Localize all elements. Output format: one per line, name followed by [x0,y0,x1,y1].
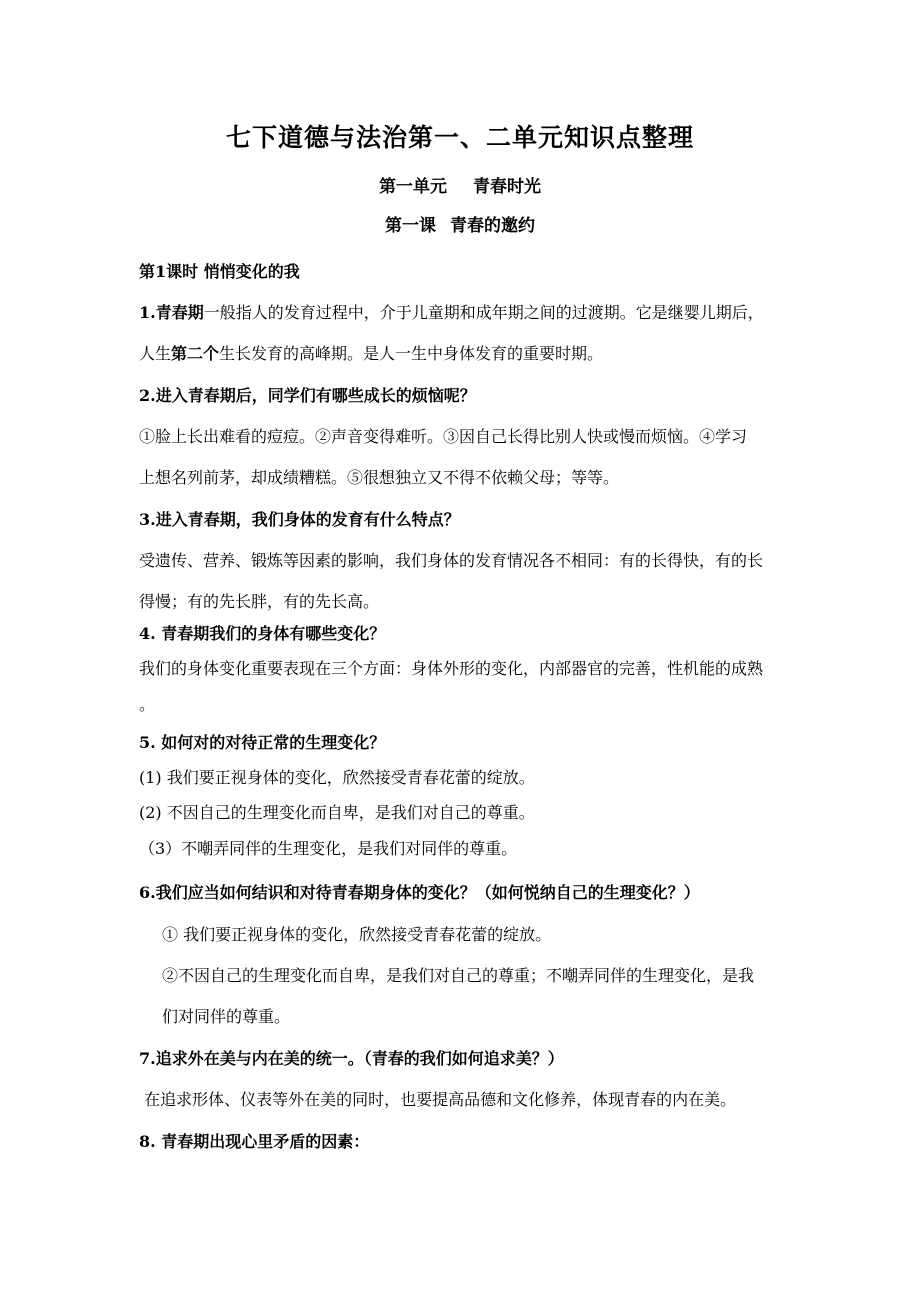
q5-point-3: （3）不嘲弄同伴的生理变化，是我们对同伴的尊重。 [139,839,518,858]
q6-point-3: 们对同伴的尊重。 [162,1007,291,1026]
q8-question: 8. 青春期出现心里矛盾的因素： [139,1132,370,1151]
q1-line2-emphasis: 第二个 [171,344,220,363]
q1-line2-prefix: 人生 [139,344,172,363]
q1-line2-text: 生长发育的高峰期。是人一生中身体发育的重要时期。 [219,344,604,363]
lesson-label: 第一课 [385,216,436,236]
q7-question: 7.追求外在美与内在美的统一。（青春的我们如何追求美？） [139,1049,564,1068]
q3-answer-line2: 得慢；有的先长胖，有的先长高。 [139,592,380,611]
q5-point-1: (1) 我们要正视身体的变化，欣然接受青春花蕾的绽放。 [139,768,535,787]
q5-question: 5. 如何对的对待正常的生理变化？ [139,733,386,752]
q1-line2 [139,341,603,364]
q4-answer-line1: 我们的身体变化重要表现在三个方面：身体外形的变化，内部器官的完善，性机能的成熟 [139,659,764,678]
q3-question: 3.进入青春期，我们身体的发育有什么特点？ [139,510,460,529]
q5-point-2: (2) 不因自己的生理变化而自卑，是我们对自己的尊重。 [139,803,535,822]
unit-heading [0,172,920,197]
q6-point-1: ① 我们要正视身体的变化，欣然接受青春花蕾的绽放。 [162,925,552,944]
q1-term: 青春期 [155,303,204,322]
lesson-heading [0,211,920,236]
q2-question: 2.进入青春期后，同学们有哪些成长的烦恼呢？ [139,386,476,405]
q1-line1-text: 一般指人的发育过程中，介于儿童期和成年期之间的过渡期。它是继婴儿期后， [203,303,764,322]
q2-answer-line2: 上想名列前茅，却成绩糟糕。⑤很想独立又不得不依赖父母；等等。 [139,468,620,487]
q3-answer-line1: 受遗传、营养、锻炼等因素的影响，我们身体的发育情况各不相同：有的长得快，有的长 [139,551,764,570]
q2-answer-line1: ①脸上长出难看的痘痘。②声音变得难听。③因自己长得比别人快或慢而烦恼。④学习 [139,427,748,446]
q1-line1 [139,300,764,323]
unit-label: 第一单元 [379,177,447,197]
period-heading: 第1课时 悄悄变化的我 [139,262,300,281]
document-title: 七下道德与法治第一、二单元知识点整理 [225,123,694,152]
q7-answer: 在追求形体、仪表等外在美的同时，也要提高品德和文化修养，体现青春的内在美。 [139,1090,737,1109]
q4-answer-line2: 。 [139,695,156,714]
q1-number: 1. [139,303,156,322]
q6-point-2: ②不因自己的生理变化而自卑，是我们对自己的尊重；不嘲弄同伴的生理变化，是我 [162,966,755,985]
q6-question: 6.我们应当如何结识和对待青春期身体的变化？（如何悦纳自己的生理变化？） [139,883,700,902]
lesson-name: 青春的邀约 [450,216,535,236]
unit-name: 青春时光 [473,177,541,197]
q4-question: 4. 青春期我们的身体有哪些变化？ [139,624,386,643]
